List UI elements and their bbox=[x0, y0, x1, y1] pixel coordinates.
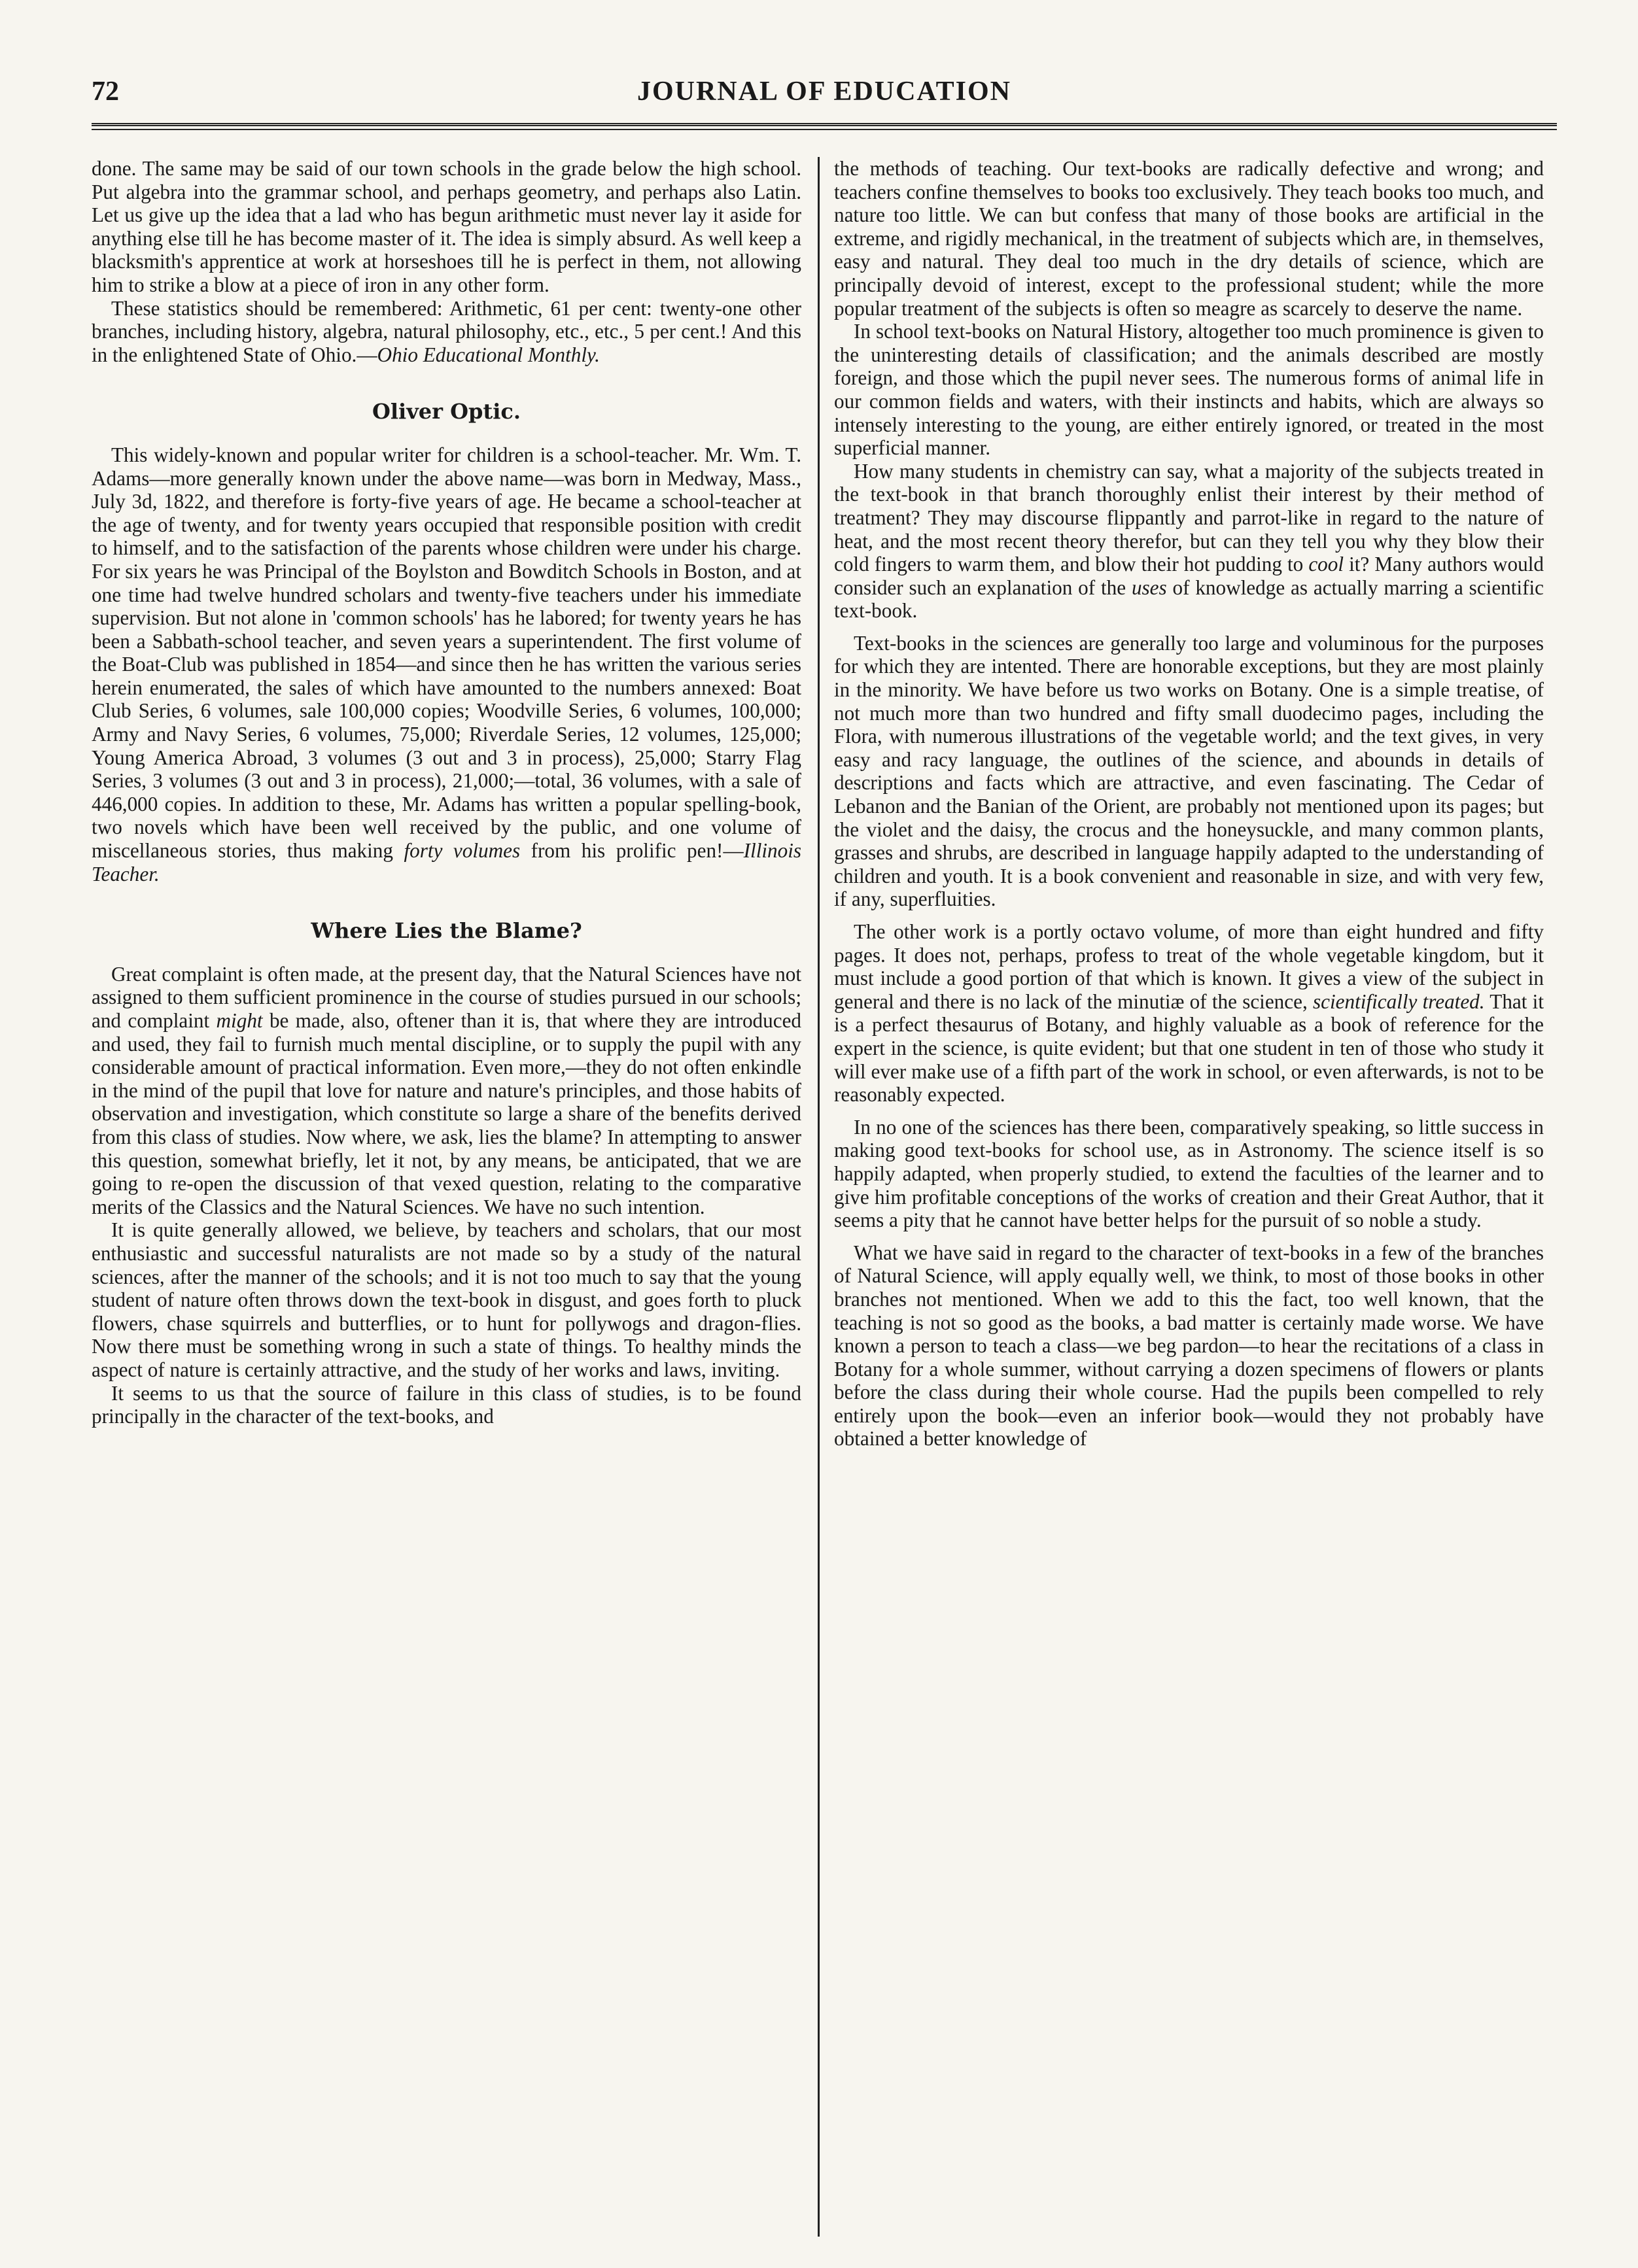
chem-text-c: of knowledge as actually marring a scientific text-book. bbox=[834, 576, 1544, 623]
page-number: 72 bbox=[92, 77, 119, 107]
botany-text-b: That it is a perfect thesaurus of Botany, and highly valuable as a book of reference for the expert in the science, is quite evident; but that one student in ten of those who study it will ever make use of a fifth part of the work in school, or even afterwards, is not to be reasonably expected. bbox=[834, 989, 1544, 1107]
blame-text-a: Great complaint is often made, at the present day, that the Natural Sciences have not assigned to them sufficient prominence in the course of studies pursued in our schools; and complaint bbox=[92, 962, 801, 1032]
paragraph-gap bbox=[834, 623, 1544, 632]
right-paragraph-6: In no one of the sciences has there been, comparatively speaking, so little success in making good text-books for school use, as in Astronomy. The science itself is so happily adapted, when properly studied, to extend the faculties of the learner and to give him profitable conceptions of the works of creation and their Great Author, that it seems a pity that he cannot have better helps for the pursuit of so noble a study. bbox=[834, 1115, 1544, 1232]
oliver-text-a: This widely-known and popular writer for children is a school-teacher. Mr. Wm. T. Adams—more generally known under the above name—was born in Medway, Mass., July 3d, 1822, and therefore is forty-five years of age. He became a school-teacher at the age of twenty, and for twenty years occupied that responsible position with credit to himself, and to the satisfaction of the parents whose children were under his charge. For six years he was Principal of the Boylston and Bowditch Schools in Boston, and at one time had twelve hundred scholars and twenty-five teachers under his immediate supervision. But not alone in 'common schools' has he labored; for twenty years he has been a Sabbath-school teacher, and seven years a superintendent. The first volume of the Boat-Club was published in 1854—and since then he has written the various series herein enumerated, the sales of which have amounted to the numbers annexed: Boat Club Series, 6 volumes, sale 100,000 copies; Woodville Series, 6 volumes, 100,000; Army and Navy Series, 6 volumes, 75,000; Riverdale Series, 12 volumes, 125,000; Young America Abroad, 3 volumes (3 out and 3 in process), 25,000; Starry Flag Series, 3 volumes (3 out and 3 in process), 21,000;—total, 36 volumes, with a sale of 446,000 copies. In addition to these, Mr. Adams has written a popular spelling-book, two novels which have been well received by the public, and one volume of miscellaneous stories, thus making bbox=[92, 443, 801, 863]
right-paragraph-3 bbox=[834, 460, 1544, 623]
chem-emphasis-uses: uses bbox=[1131, 576, 1167, 599]
oliver-text-b: from his prolific pen!— bbox=[520, 839, 744, 863]
column-divider bbox=[818, 157, 820, 2237]
right-paragraph-5 bbox=[834, 920, 1544, 1107]
botany-emphasis: scientifically treated. bbox=[1313, 989, 1485, 1013]
article-heading-oliver-optic: Oliver Optic. bbox=[372, 399, 521, 424]
journal-page bbox=[92, 72, 1557, 2243]
blame-emphasis: might bbox=[216, 1009, 263, 1032]
article-heading-where-lies-the-blame: Where Lies the Blame? bbox=[311, 918, 582, 944]
blame-paragraph-3: It seems to us that the source of failure in this class of studies, is to be found principally in the character of the text-books, and bbox=[92, 1381, 801, 1428]
blame-paragraph-2: It is quite generally allowed, we believe, by teachers and scholars, that our most enthusiastic and successful naturalists are not made so by a study of the natural sciences, after the manner of the schools; and it is not too much to say that the young student of nature often throws down the text-book in disgust, and goes forth to pluck flowers, chase squirrels and butterflies, or to hunt for pollywogs and dragon-flies. Now there must be something wrong in such a state of things. To healthy minds the aspect of nature is certainly attractive, and the study of her works and laws, inviting. bbox=[92, 1218, 801, 1381]
article-continuation-paragraph: done. The same may be said of our town schools in the grade below the high school. Put algebra into the grammar school, and perhaps geometry, and perhaps also Latin. Let us give up the idea that a lad who has begun arithmetic must never lay it aside for anything else till he has become master of it. The idea is simply absurd. As well keep a blacksmith's apprentice at work at horseshoes till he is perfect in them, not allowing him to strike a blow at a piece of iron in any other form. bbox=[92, 157, 801, 296]
article-statistics-paragraph bbox=[92, 297, 801, 367]
page-header bbox=[92, 72, 1557, 124]
botany-text-a: The other work is a portly octavo volume, of more than eight hundred and fifty pages. It does not, perhaps, profess to treat of the whole vegetable kingdom, but it must include a good portion of that which is known. It gives a view of the subject in general and there is no lack of the minutiæ of the science, bbox=[834, 920, 1544, 1013]
oliver-emphasis: forty volumes bbox=[404, 839, 521, 863]
right-paragraph-2: In school text-books on Natural History, altogether too much prominence is given to the uninteresting details of classification; and the animals described are mostly foreign, and those which the pupil never sees. The numerous forms of animal life in our common fields and waters, with their instincts and habits, which are always so intensely interesting to the young, are either entirely ignored, or treated in the most superficial manner. bbox=[834, 320, 1544, 460]
blame-text-b: be made, also, oftener than it is, that where they are introduced and used, they fail to furnish much mental discipline, or to supply the pupil with any considerable amount of practical information. Even more,—they do not often enkindle in the mind of the pupil that love for nature and nature's principles, and those habits of observation and investigation, which constitute so large a share of the benefits derived from this class of studies. Now where, we ask, lies the blame? In attempting to answer this question, somewhat briefly, let it not, by any means, be anticipated, that we are going to re-open the discussion of that vexed question, relating to the comparative merits of the Classics and the Natural Sciences. We have no such intention. bbox=[92, 1009, 801, 1218]
right-paragraph-1: the methods of teaching. Our text-books are radically defective and wrong; and teachers confine themselves to books too exclusively. They teach books too much, and nature too little. We can but confess that many of those books are artificial in the extreme, and rigidly mechanical, in the treatment of subjects which are, in themselves, easy and natural. They deal too much in the dry details of science, which are principally devoid of interest, except to the professional student; while the more popular treatment of the subjects is often so meagre as scarcely to deserve the name. bbox=[834, 157, 1544, 320]
paragraph-gap bbox=[834, 1107, 1544, 1116]
header-rule bbox=[92, 123, 1557, 130]
chem-text-b: it? Many authors would consider such an explanation of the bbox=[834, 553, 1544, 599]
oliver-optic-paragraph bbox=[92, 443, 801, 885]
right-column bbox=[834, 157, 1544, 2237]
statistics-text: These statistics should be remembered: Arithmetic, 61 per cent: twenty-one other branches, including history, algebra, natural philosophy, etc., etc., 5 per cent.! And this in the enlightened State of Ohio.— bbox=[92, 296, 801, 366]
right-paragraph-4: Text-books in the sciences are generally too large and voluminous for the purposes for which they are intented. There are honorable exceptions, but they are most plainly in the minority. We have before us two works on Botany. One is a simple treatise, of not much more than two hundred and fifty small duodecimo pages, including the Flora, with numerous illustrations of the vegetable world; and the text gives, in very easy and racy language, the outlines of the science, and abounds in details of descriptions and facts which are attractive, and even fascinating. The Cedar of Lebanon and the Banian of the Orient, are probably not mentioned upon its pages; but the violet and the daisy, the crocus and the honeysuckle, and many common plants, grasses and shrubs, are described in language happily adapted to the understanding of children and youth. It is a book convenient and reasonable in size, and with very few, if any, superfluities. bbox=[834, 631, 1544, 911]
paragraph-gap bbox=[834, 1232, 1544, 1241]
left-column bbox=[92, 157, 801, 2237]
blame-paragraph-1 bbox=[92, 963, 801, 1219]
right-paragraph-7: What we have said in regard to the character of text-books in a few of the branches of Natural Science, will apply equally well, we think, to most of those books in other branches not mentioned. When we add to this the fact, too well known, that the teaching is not so good as the books, a bad matter is certainly made worse. We have known a person to teach a class—we beg pardon—to hear the recitations of a class in Botany for a whole summer, without carrying a dozen specimens of flowers or plants before the class during their whole course. Had the pupils been compelled to rely entirely upon the book—even an inferior book—would they not probably have obtained a better knowledge of bbox=[834, 1241, 1544, 1451]
paragraph-gap bbox=[834, 911, 1544, 920]
chem-text-a: How many students in chemistry can say, what a majority of the subjects treated in the text-book in that branch thoroughly enlist their interest by their method of treatment? They may discourse flippantly and parrot-like in regard to the nature of heat, and the most recent theory therefor, but can they tell you why they blow their cold fingers to warm them, and blow their hot pudding to bbox=[834, 459, 1544, 576]
two-column-body bbox=[92, 157, 1557, 2237]
running-title: JOURNAL OF EDUCATION bbox=[636, 77, 1012, 107]
source-citation: Ohio Educational Monthly. bbox=[377, 343, 600, 366]
source-citation: Illinois Teacher. bbox=[92, 839, 801, 885]
chem-emphasis-cool: cool bbox=[1308, 553, 1344, 576]
